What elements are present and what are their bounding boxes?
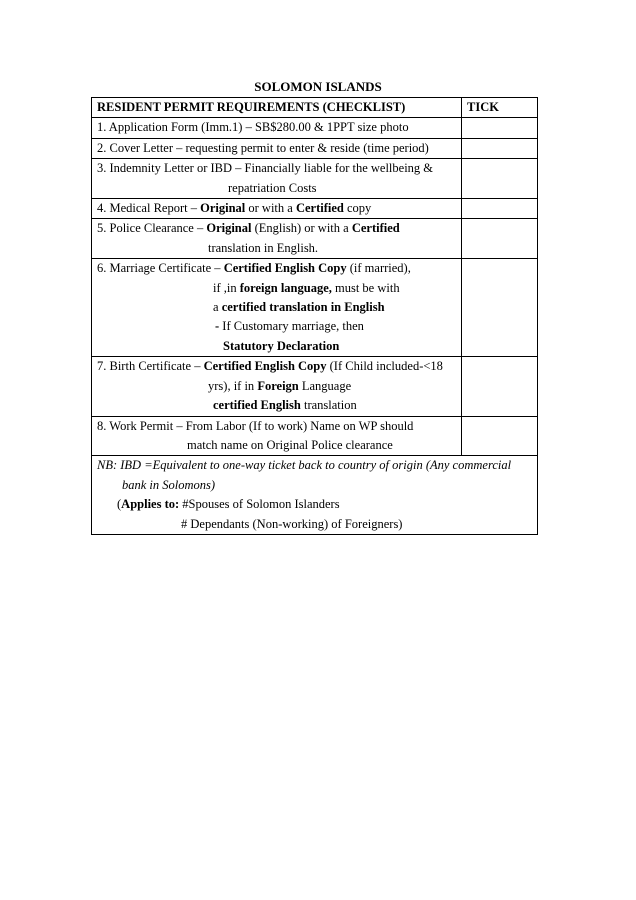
table-row: [92, 416, 538, 456]
requirements-header: RESIDENT PERMIT REQUIREMENTS (CHECKLIST): [92, 98, 462, 118]
table-row: [92, 118, 538, 138]
applies-to-label: Applies to:: [121, 497, 180, 512]
tick-header: TICK: [462, 98, 538, 118]
text-segment: (: [117, 497, 122, 512]
tick-cell[interactable]: [462, 159, 538, 199]
tick-cell[interactable]: [462, 199, 538, 219]
text-segment: (If Child included-<18: [326, 359, 443, 374]
requirement-application-form: [92, 118, 462, 138]
text-segment: or with a: [245, 201, 296, 216]
text-segment: If Customary marriage, then: [219, 319, 364, 334]
text-segment: Language: [298, 378, 352, 393]
text-segment: must be with: [331, 280, 400, 295]
bold-certified: Certified: [295, 201, 344, 216]
tick-cell[interactable]: [462, 357, 538, 416]
bold-certified-translation: certified translation in English: [221, 300, 385, 315]
requirement-police-clearance: [92, 219, 462, 259]
applies-to-dependants: # Dependants (Non-working) of Foreigners): [181, 516, 403, 531]
note-row: [92, 456, 538, 535]
requirement-text-continued: repatriation Costs: [228, 180, 317, 195]
table-header-row: [92, 98, 538, 118]
bold-certified-copy: Certified English Copy: [223, 261, 347, 276]
table-row: [92, 159, 538, 199]
nb-note-continued: [97, 476, 532, 495]
nb-note: [97, 456, 532, 475]
page-title: SOLOMON ISLANDS: [254, 79, 382, 94]
requirement-line: [97, 396, 456, 415]
requirement-text: 3. Indemnity Letter or IBD – Financially liable for the wellbeing &: [97, 161, 434, 176]
bold-certified: Certified: [351, 221, 400, 236]
text-segment: a: [213, 300, 222, 315]
text-segment: 6. Marriage Certificate –: [97, 261, 224, 276]
tick-cell[interactable]: [462, 259, 538, 357]
bold-certified-english: certified English: [213, 398, 301, 413]
requirement-line: [97, 337, 456, 356]
tick-cell[interactable]: [462, 219, 538, 259]
requirement-text: 1. Application Form (Imm.1) – SB$280.00 & 1PPT size photo: [97, 120, 409, 135]
requirement-marriage-certificate: [92, 259, 462, 357]
text-segment: (English) or with a: [251, 221, 352, 236]
nb-text: NB: IBD =Equivalent to one-way ticket back to country of origin (Any commercial: [97, 458, 512, 473]
requirement-text-continued: match name on Original Police clearance: [187, 437, 393, 452]
requirement-cover-letter: [92, 138, 462, 158]
requirement-medical-report: [92, 199, 462, 219]
bold-certified-copy: Certified English Copy: [203, 359, 327, 374]
table-row: [92, 138, 538, 158]
requirement-indemnity-letter: [92, 159, 462, 199]
bold-original: Original: [206, 221, 252, 236]
text-segment: 7. Birth Certificate –: [97, 359, 204, 374]
requirement-line: [97, 279, 456, 298]
bold-foreign: Foreign: [257, 378, 299, 393]
text-segment: yrs), if in: [208, 378, 258, 393]
applies-to-spouses: #Spouses of Solomon Islanders: [179, 497, 340, 512]
requirement-text: 8. Work Permit – From Labor (If to work) Name on WP should: [97, 418, 414, 433]
tick-cell[interactable]: [462, 416, 538, 456]
requirement-birth-certificate: [92, 357, 462, 416]
text-segment: (if married),: [346, 261, 411, 276]
bold-foreign-language: foreign language,: [239, 280, 332, 295]
bold-statutory-declaration: Statutory Declaration: [223, 338, 340, 353]
text-segment: translation: [300, 398, 357, 413]
requirement-text-continued: translation in English.: [208, 240, 319, 255]
requirement-work-permit: [92, 416, 462, 456]
tick-cell[interactable]: [462, 138, 538, 158]
requirement-line: [97, 377, 456, 396]
checklist-table: [91, 97, 538, 535]
requirement-text: 2. Cover Letter – requesting permit to enter & reside (time period): [97, 140, 429, 155]
nb-text-continued: bank in Solomons): [122, 477, 216, 492]
applies-to-line: [97, 495, 532, 514]
table-row: [92, 259, 538, 357]
requirement-line: [97, 219, 456, 238]
text-segment: if ,in: [213, 280, 240, 295]
requirement-line: [97, 317, 456, 336]
text-segment: copy: [343, 201, 372, 216]
table-row: [92, 357, 538, 416]
bold-dash: -: [215, 319, 220, 334]
requirement-line: [97, 199, 456, 218]
bold-original: Original: [200, 201, 246, 216]
requirement-line: [97, 259, 456, 278]
table-row: [92, 219, 538, 259]
table-row: [92, 199, 538, 219]
note-cell: [92, 456, 538, 535]
requirement-line: [97, 357, 456, 376]
tick-cell[interactable]: [462, 118, 538, 138]
text-segment: 4. Medical Report –: [97, 201, 201, 216]
text-segment: 5. Police Clearance –: [97, 221, 207, 236]
requirement-line: [97, 298, 456, 317]
